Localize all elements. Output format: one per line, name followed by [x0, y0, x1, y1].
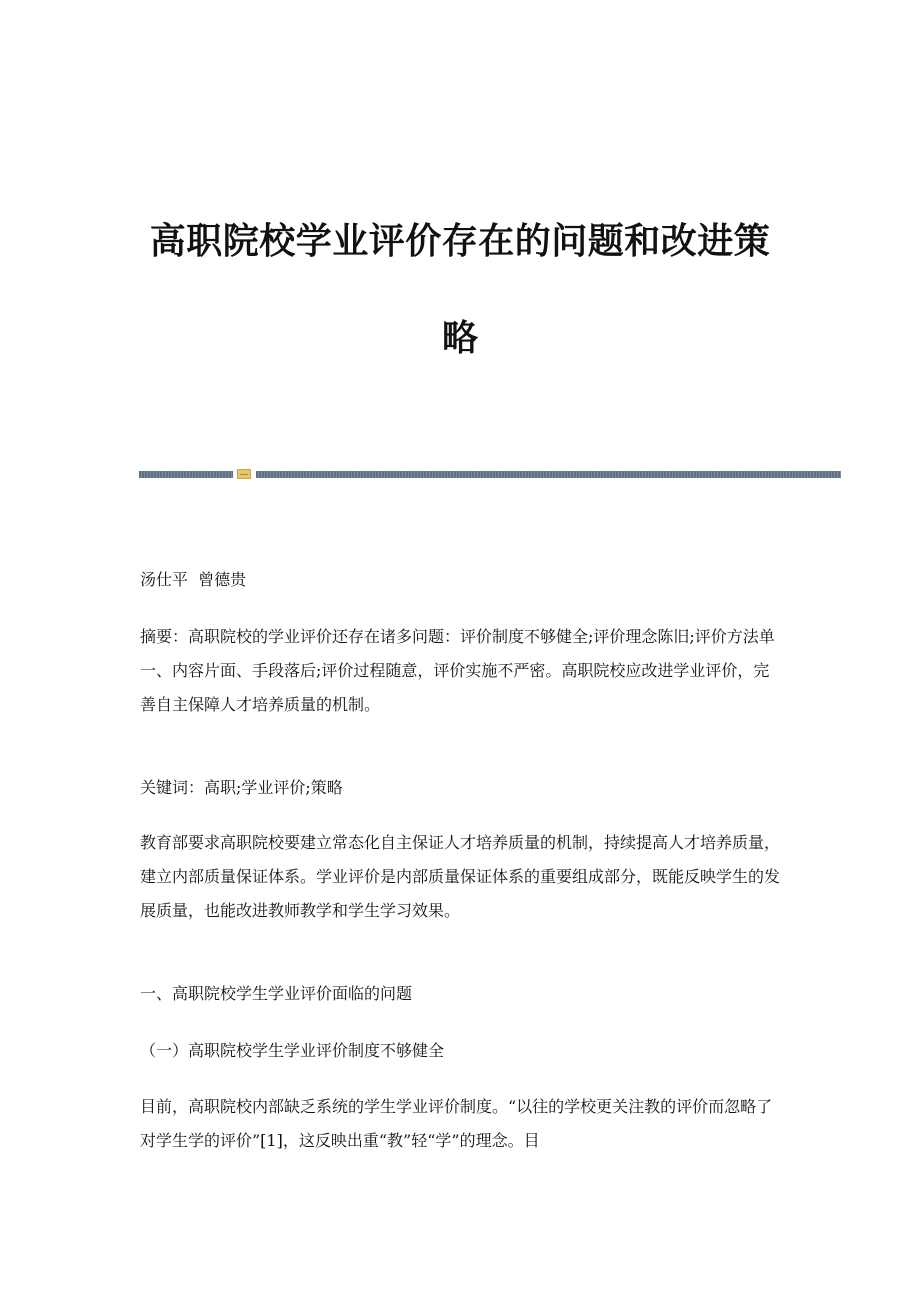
keywords: 关键词：高职;学业评价;策略 — [140, 778, 343, 797]
title-divider — [139, 468, 841, 480]
abstract: 摘要：高职院校的学业评价还存在诸多问题：评价制度不够健全;评价理念陈旧;评价方法单一、内容片面、手段落后;评价过程随意，评价实施不严密。高职院校应改进学业评价，完善自主保障人才培养质量的机制。 — [140, 627, 775, 714]
document-title-line-1: 高职院校学业评价存在的问题和改进策 — [149, 220, 771, 262]
document-title-line-2: 略 — [441, 317, 478, 359]
envelope-icon — [237, 469, 251, 479]
subsection-heading: （一）高职院校学生学业评价制度不够健全 — [140, 1041, 445, 1060]
intro-paragraph: 教育部要求高职院校要建立常态化自主保证人才培养质量的机制，持续提高人才培养质量，建立内部质量保证体系。学业评价是内部质量保证体系的重要组成部分，既能反映学生的发展质量，也能改进教师教学和学生学习效果。 — [140, 833, 781, 920]
authors: 汤仕平 曾德贵 — [140, 570, 247, 589]
divider-bar-right — [256, 471, 841, 478]
divider-bar-left — [139, 471, 233, 478]
body-paragraph: 目前，高职院校内部缺乏系统的学生学业评价制度。“以往的学校更关注教的评价而忽略了对学生学的评价”[1]，这反映出重“教”轻“学”的理念。目 — [140, 1097, 773, 1150]
section-heading: 一、高职院校学生学业评价面临的问题 — [140, 984, 413, 1003]
